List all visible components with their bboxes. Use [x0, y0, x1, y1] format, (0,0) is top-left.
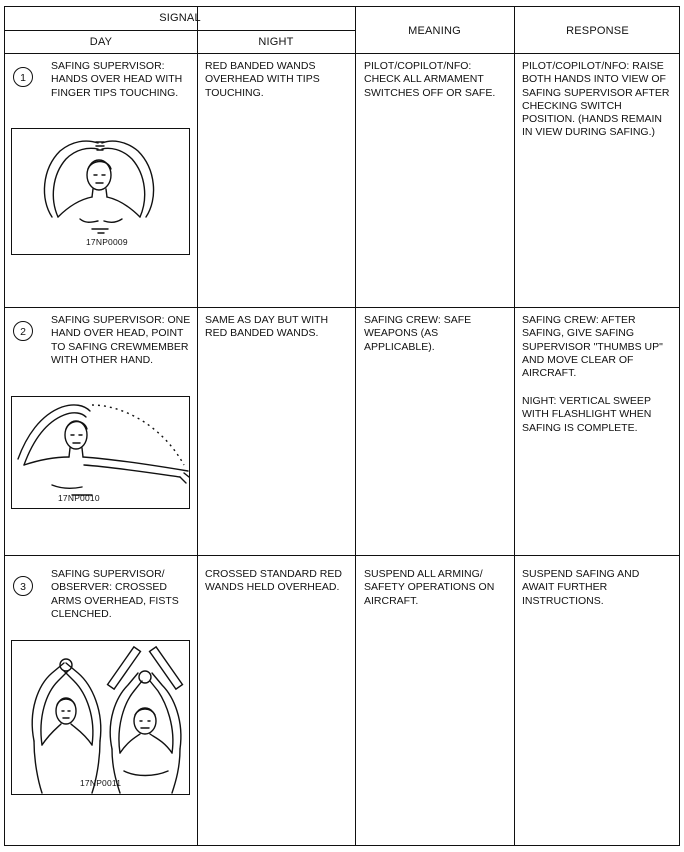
row-divider-1: [5, 307, 679, 308]
signal-number-2: 2: [13, 321, 33, 341]
col-divider-day-night: [197, 7, 198, 845]
crossed-arms-illustration: [12, 641, 189, 794]
figure-id-1: 17NP0009: [86, 237, 128, 247]
row2-night-text: SAME AS DAY BUT WITH RED BANDED WANDS.: [205, 314, 329, 340]
row1-day-text: SAFING SUPERVISOR: HANDS OVER HEAD WITH FINGER TIPS TOUCHING.: [51, 60, 183, 99]
row1-meaning-text: PILOT/COPILOT/NFO: CHECK ALL ARMAMENT SWITCHES OFF OR SAFE.: [364, 60, 496, 99]
row1-night-text: RED BANDED WANDS OVERHEAD WITH TIPS TOUCHING.: [205, 60, 320, 99]
row2-response-text: SAFING CREW: AFTER SAFING, GIVE SAFING SUPERVISOR "THUMBS UP" AND MOVE CLEAR OF AIRCRAFT.: [522, 314, 663, 380]
row3-night-text: CROSSED STANDARD RED WANDS HELD OVERHEAD.: [205, 568, 342, 594]
row2-response-night-note: NIGHT: VERTICAL SWEEP WITH FLASHLIGHT WHEN SAFING IS COMPLETE.: [522, 395, 652, 434]
row3-meaning-text: SUSPEND ALL ARMING/ SAFETY OPERATIONS ON AIRCRAFT.: [364, 568, 495, 607]
header-day: DAY: [89, 36, 113, 48]
point-to-crew-illustration: [12, 397, 189, 508]
row2-meaning-text: SAFING CREW: SAFE WEAPONS (AS APPLICABLE).: [364, 314, 472, 353]
signal-table: [4, 6, 680, 846]
figure-hands-over-head: [11, 128, 190, 255]
figure-crossed-arms: [11, 640, 190, 795]
header-signal: SIGNAL: [159, 12, 201, 24]
signal-number-3: 3: [13, 576, 33, 596]
figure-id-2: 17NP0010: [58, 493, 100, 503]
hands-over-head-illustration: [12, 129, 189, 254]
figure-point-to-crewmember: [11, 396, 190, 509]
header-response: RESPONSE: [566, 25, 629, 37]
row3-day-text: SAFING SUPERVISOR/ OBSERVER: CROSSED ARMS OVERHEAD, FISTS CLENCHED.: [51, 568, 179, 620]
row3-response-text: SUSPEND SAFING AND AWAIT FURTHER INSTRUCTIONS.: [522, 568, 640, 607]
row-divider-2: [5, 555, 679, 556]
header-bottom-rule: [5, 53, 679, 54]
signal-subheader-rule: [5, 30, 355, 31]
figure-id-3: 17NP0011: [80, 778, 122, 788]
row1-response-text: PILOT/COPILOT/NFO: RAISE BOTH HANDS INTO VIEW OF SAFING SUPERVISOR AFTER CHECKING SWITCH POSITION. (HANDS REMAIN IN VIEW DURING SAFING.): [522, 60, 670, 139]
row2-day-text: SAFING SUPERVISOR: ONE HAND OVER HEAD, POINT TO SAFING CREWMEMBER WITH OTHER HAND.: [51, 314, 191, 366]
signal-number-1: 1: [13, 67, 33, 87]
col-divider-meaning-response: [514, 7, 515, 845]
header-meaning: MEANING: [408, 25, 461, 37]
header-night: NIGHT: [258, 36, 294, 48]
col-divider-night-meaning: [355, 7, 356, 845]
